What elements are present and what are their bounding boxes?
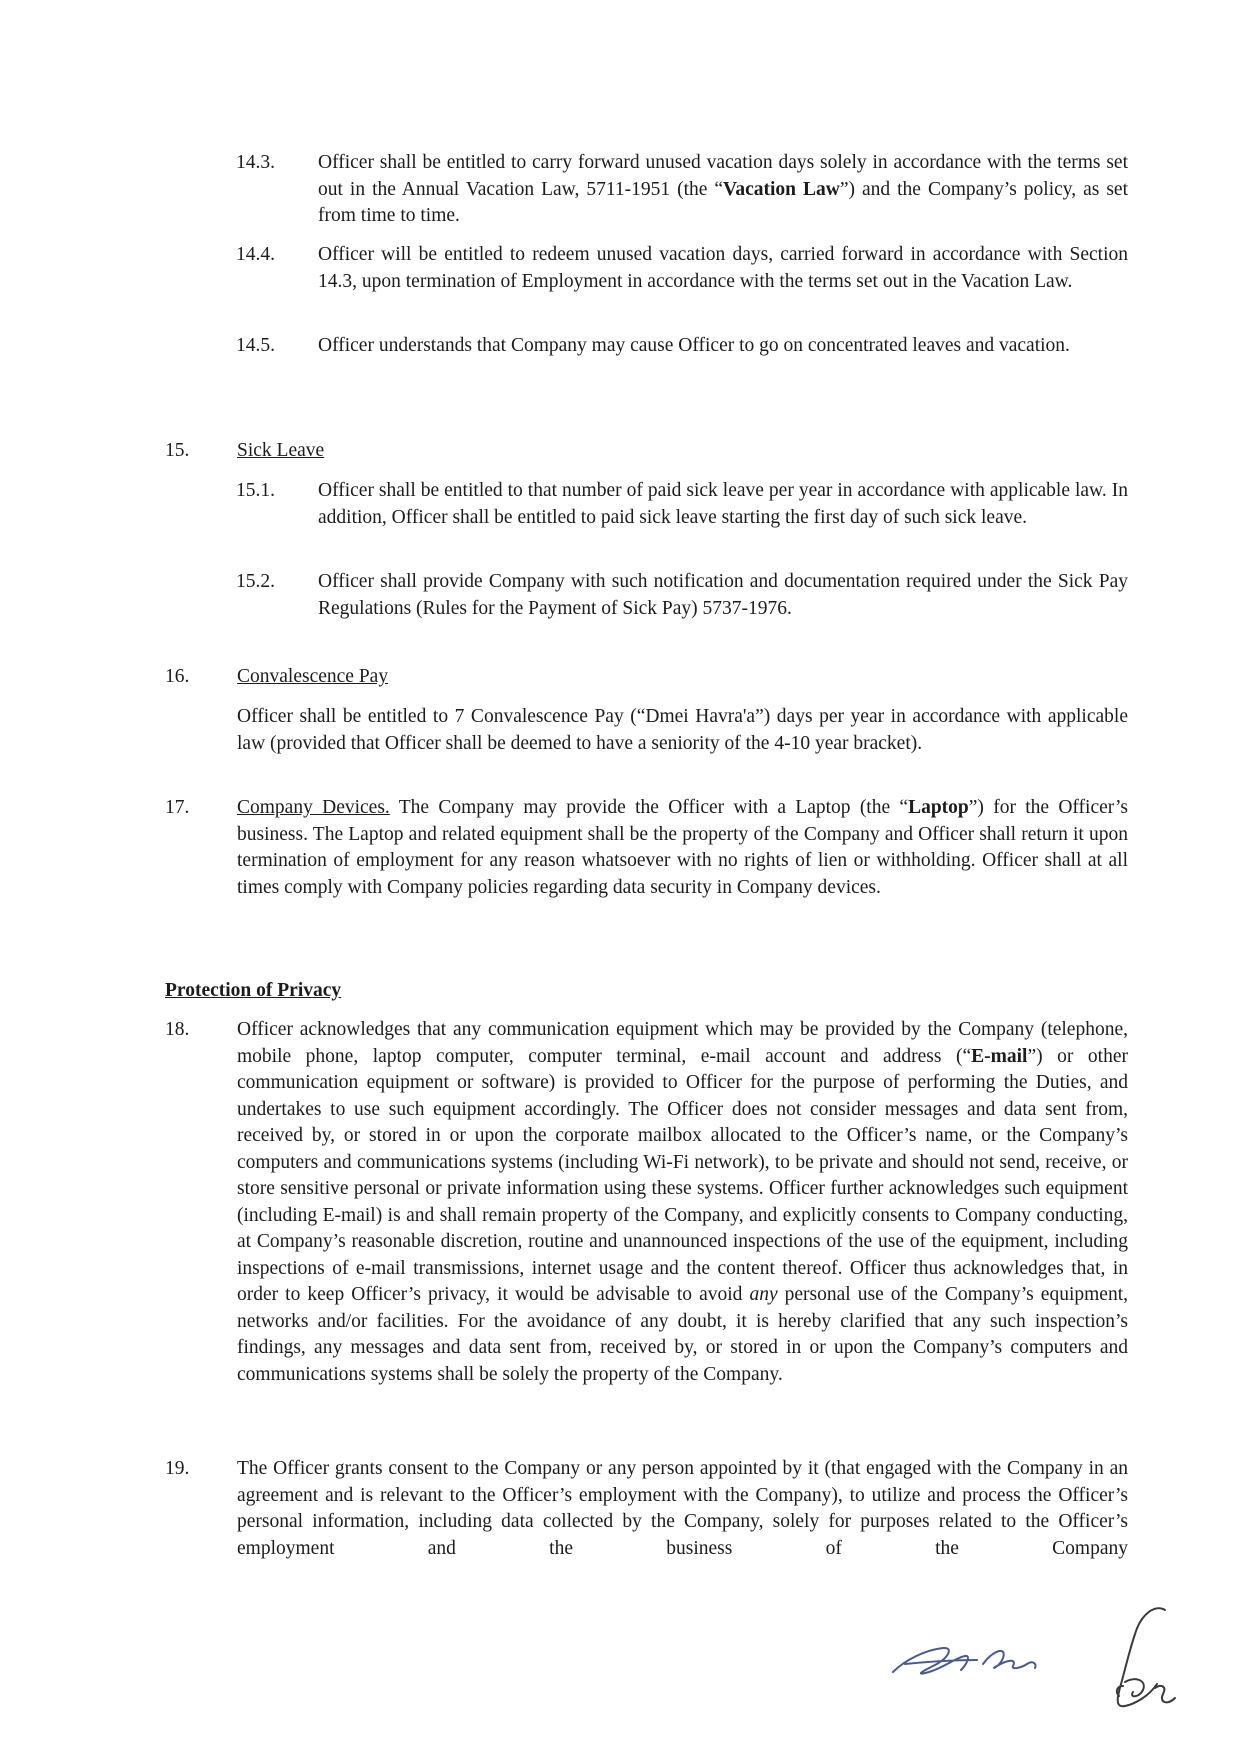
clause-19-text: The Officer grants consent to the Company or any person appointed by it (that engaged with the Company in an agreement and is relevant to the Officer’s employment with the Company), to utilize and process the Officer’s personal information, including data collected by the Company, solely for purposes related to the Officer’s employment and the business of the Company <box>237 1458 1128 1559</box>
clause-number: 14.4. <box>236 244 275 265</box>
clause-number: 14.5. <box>236 335 275 356</box>
section-title-company-devices: Company Devices. <box>237 797 390 818</box>
defined-term: Laptop <box>908 797 969 818</box>
clause-number: 15.1. <box>236 480 275 501</box>
emphasis: any <box>749 1284 778 1305</box>
signature-initials-1 <box>885 1620 1085 1690</box>
clause-number: 16. <box>165 666 190 687</box>
clause-14-3-text: Officer shall be entitled to carry forward unused vacation days solely in accordance with the terms set out in the Annual Vacation Law, 5711-1951 (the “Vacation Law”) and the Company’s policy, as set from time to time. <box>318 152 1129 226</box>
clause-number: 19. <box>165 1458 190 1479</box>
clause-16-text: Officer shall be entitled to 7 Convalescence Pay (“Dmei Havra'a”) days per year in accordance with applicable law (provided that Officer shall be deemed to have a seniority of the 4-10 year bracket). <box>237 706 1128 754</box>
clause-number: 14.3. <box>236 152 275 173</box>
clause-18-text: Officer acknowledges that any communication equipment which may be provided by the Company (telephone, mobile phone, laptop computer, computer terminal, e-mail account and address (“E-mail”) or other communication equipment or software) is provided to Officer for the purpose of performing the Duties, and undertakes to use such equipment accordingly. The Officer does not consider messages and data sent from, received by, or stored in or upon the corporate mailbox allocated to the Officer’s name, or the Company’s computers and communications systems (including Wi-Fi network), to be private and should not send, receive, or store sensitive personal or private information using these systems. Officer further acknowledges such equipment (including E-mail) is and shall remain property of the Company, and explicitly consents to Company conducting, at Company’s reasonable discretion, routine and unannounced inspections of the use of the equipment, including inspections of e-mail transmissions, internet usage and the content thereof. Officer thus acknowledges that, in order to keep Officer’s privacy, it would be advisable to avoid any personal use of the Company’s equipment, networks and/or facilities. For the avoidance of any doubt, it is hereby clarified that any such inspection’s findings, any messages and data sent from, received by, or stored in or upon the Company’s computers and communications systems shall be solely the property of the Company. <box>237 1019 1128 1385</box>
clause-15-1-text: Officer shall be entitled to that number of paid sick leave per year in accordance with applicable law. In addition, Officer shall be entitled to paid sick leave starting the first day of such sick leave. <box>318 480 1128 528</box>
clause-number: 15.2. <box>236 571 275 592</box>
defined-term: Vacation Law <box>723 178 840 200</box>
clause-14-5-text: Officer understands that Company may cause Officer to go on concentrated leaves and vacation. <box>318 335 1070 356</box>
clause-number: 17. <box>165 797 190 818</box>
clause-14-4-text: Officer will be entitled to redeem unused vacation days, carried forward in accordance with Section 14.3, upon termination of Employment in accordance with the terms set out in the Vacation Law. <box>318 244 1128 292</box>
defined-term: E-mail <box>971 1045 1028 1067</box>
section-title-convalescence: Convalescence Pay <box>237 666 389 687</box>
signature-initials-2 <box>1095 1600 1205 1720</box>
section-title-sick-leave: Sick Leave <box>237 440 325 461</box>
clause-number: 18. <box>165 1019 190 1040</box>
clause-number: 15. <box>165 440 190 461</box>
clause-15-2-text: Officer shall provide Company with such notification and documentation required under the Sick Pay Regulations (Rules for the Payment of Sick Pay) 5737-1976. <box>318 571 1128 619</box>
clause-17-text: Company Devices. The Company may provide the Officer with a Laptop (the “Laptop”) for the Officer’s business. The Laptop and related equipment shall be the property of the Company and Officer shall return it upon termination of employment for any reason whatsoever with no rights of lien or withholding. Officer shall at all times comply with Company policies regarding data security in Company devices. <box>237 797 1128 898</box>
privacy-heading: Protection of Privacy <box>165 980 342 1001</box>
